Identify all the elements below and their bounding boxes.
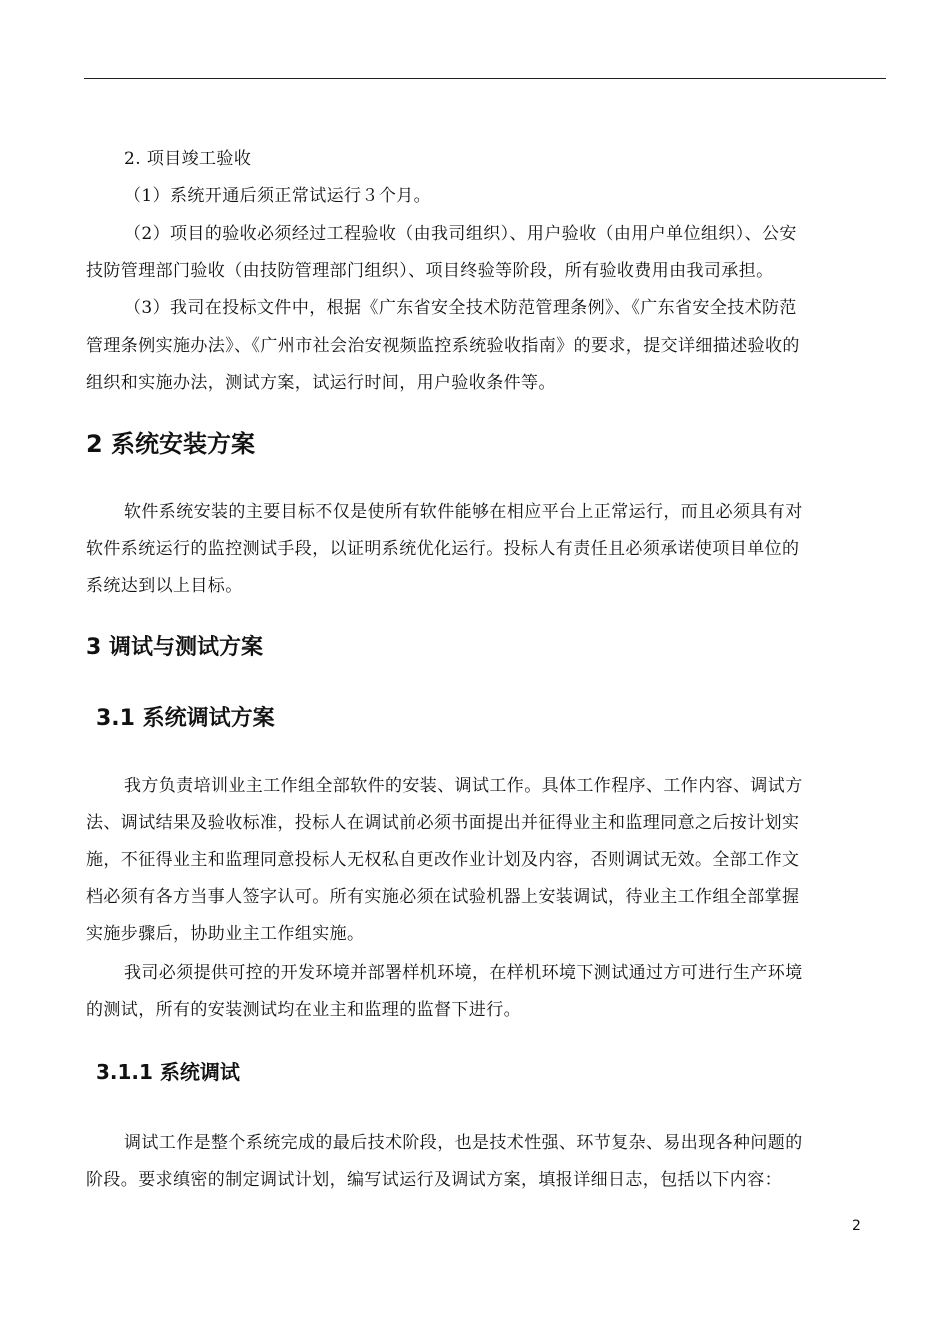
section-3-heading: 3 调试与测试方案	[86, 635, 263, 660]
section-3-1-1-para-line-1: 调试工作是整个系统完成的最后技术阶段，也是技术性强、环节复杂、易出现各种问题的	[124, 1133, 803, 1153]
section-2-para-line-1: 软件系统安装的主要目标不仅是使所有软件能够在相应平台上正常运行，而且必须具有对	[124, 502, 803, 522]
section-3-1-1-heading: 3.1.1 系统调试	[96, 1060, 240, 1084]
section-3-1-para1-line-4: 档必须有各方当事人签字认可。所有实施必须在试验机器上安装调试，待业主工作组全部掌握	[86, 887, 800, 907]
acceptance-item-2-line-2: 技防管理部门验收（由技防管理部门组织）、项目终验等阶段，所有验收费用由我司承担。	[86, 261, 774, 281]
acceptance-title: 2. 项目竣工验收	[124, 149, 252, 169]
acceptance-item-3-line-2: 管理条例实施办法》、《广州市社会治安视频监控系统验收指南》的要求，提交详细描述验收的	[86, 336, 800, 356]
header-rule	[84, 78, 886, 79]
section-3-1-para1-line-5: 实施步骤后，协助业主工作组实施。	[86, 924, 365, 944]
section-2-heading: 2 系统安装方案	[86, 430, 256, 458]
section-3-1-para1-line-3: 施，不征得业主和监理同意投标人无权私自更改作业计划及内容，否则调试无效。全部工作文	[86, 850, 800, 870]
section-2-para-line-3: 系统达到以上目标。	[86, 576, 243, 596]
section-3-1-heading: 3.1 系统调试方案	[96, 706, 275, 731]
acceptance-item-3-line-3: 组织和实施办法，测试方案，试运行时间，用户验收条件等。	[86, 373, 556, 393]
acceptance-item-3-line-1: （3）我司在投标文件中，根据《广东省安全技术防范管理条例》、《广东省安全技术防范	[124, 298, 797, 318]
acceptance-item-1: （1）系统开通后须正常试运行３个月。	[124, 186, 432, 206]
section-2-para-line-2: 软件系统运行的监控测试手段，以证明系统优化运行。投标人有责任且必须承诺使项目单位的	[86, 539, 800, 559]
section-3-1-1-para-line-2: 阶段。要求缜密的制定调试计划，编写试运行及调试方案，填报详细日志，包括以下内容：	[86, 1170, 782, 1190]
page-number: 2	[852, 1218, 861, 1234]
section-3-1-para1-line-1: 我方负责培训业主工作组全部软件的安装、调试工作。具体工作程序、工作内容、调试方	[124, 776, 803, 796]
acceptance-item-2-line-1: （2）项目的验收必须经过工程验收（由我司组织）、用户验收（由用户单位组织）、公安	[124, 224, 797, 244]
section-3-1-para2-line-2: 的测试，所有的安装测试均在业主和监理的监督下进行。	[86, 1000, 521, 1020]
section-3-1-para2-line-1: 我司必须提供可控的开发环境并部署样机环境，在样机环境下测试通过方可进行生产环境	[124, 963, 803, 983]
section-3-1-para1-line-2: 法、调试结果及验收标准，投标人在调试前必须书面提出并征得业主和监理同意之后按计划实	[86, 813, 800, 833]
